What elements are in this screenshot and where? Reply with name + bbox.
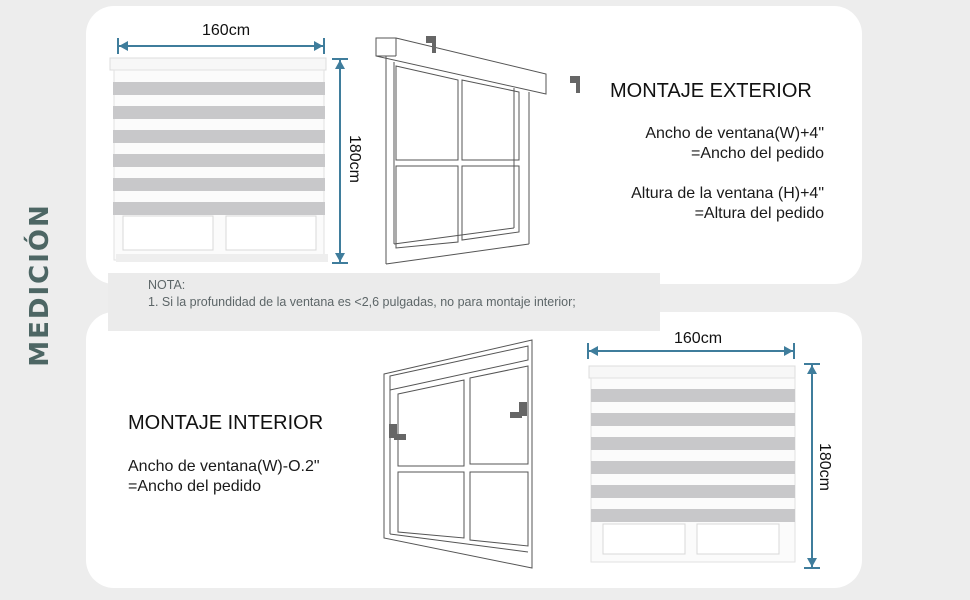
blind-illustration [587, 364, 799, 566]
note-item: 1. Si la profundidad de la ventana es <2,6 pulgadas, no para montaje interior; [148, 295, 576, 309]
exterior-width-rule: Ancho de ventana(W)+4" [645, 125, 824, 142]
drill-icon [426, 36, 436, 53]
exterior-width-result: =Ancho del pedido [691, 145, 824, 162]
width-label: 160cm [202, 22, 251, 39]
side-title-text: MEDICIÓN [25, 203, 56, 367]
interior-heading: MONTAJE INTERIOR [128, 412, 324, 434]
exterior-height-rule: Altura de la ventana (H)+4" [631, 185, 824, 202]
bracket-drill-icon [510, 402, 527, 418]
interior-width-result: =Ancho del pedido [128, 478, 261, 495]
exterior-window-illustration [374, 34, 596, 270]
exterior-height-result: =Altura del pedido [694, 205, 824, 222]
blind-illustration [108, 56, 330, 266]
side-title [20, 200, 60, 370]
width-label: 160cm [674, 330, 723, 347]
height-label: 180cm [346, 134, 364, 184]
interior-width-rule: Ancho de ventana(W)-O.2" [128, 458, 320, 475]
height-label: 180cm [816, 442, 834, 492]
width-arrow-icon [116, 38, 328, 56]
drill-icon [570, 76, 580, 93]
exterior-heading: MONTAJE EXTERIOR [610, 80, 812, 102]
interior-window-illustration [382, 338, 552, 570]
note-title: NOTA: [148, 278, 186, 292]
note-box-overlap [108, 312, 660, 331]
